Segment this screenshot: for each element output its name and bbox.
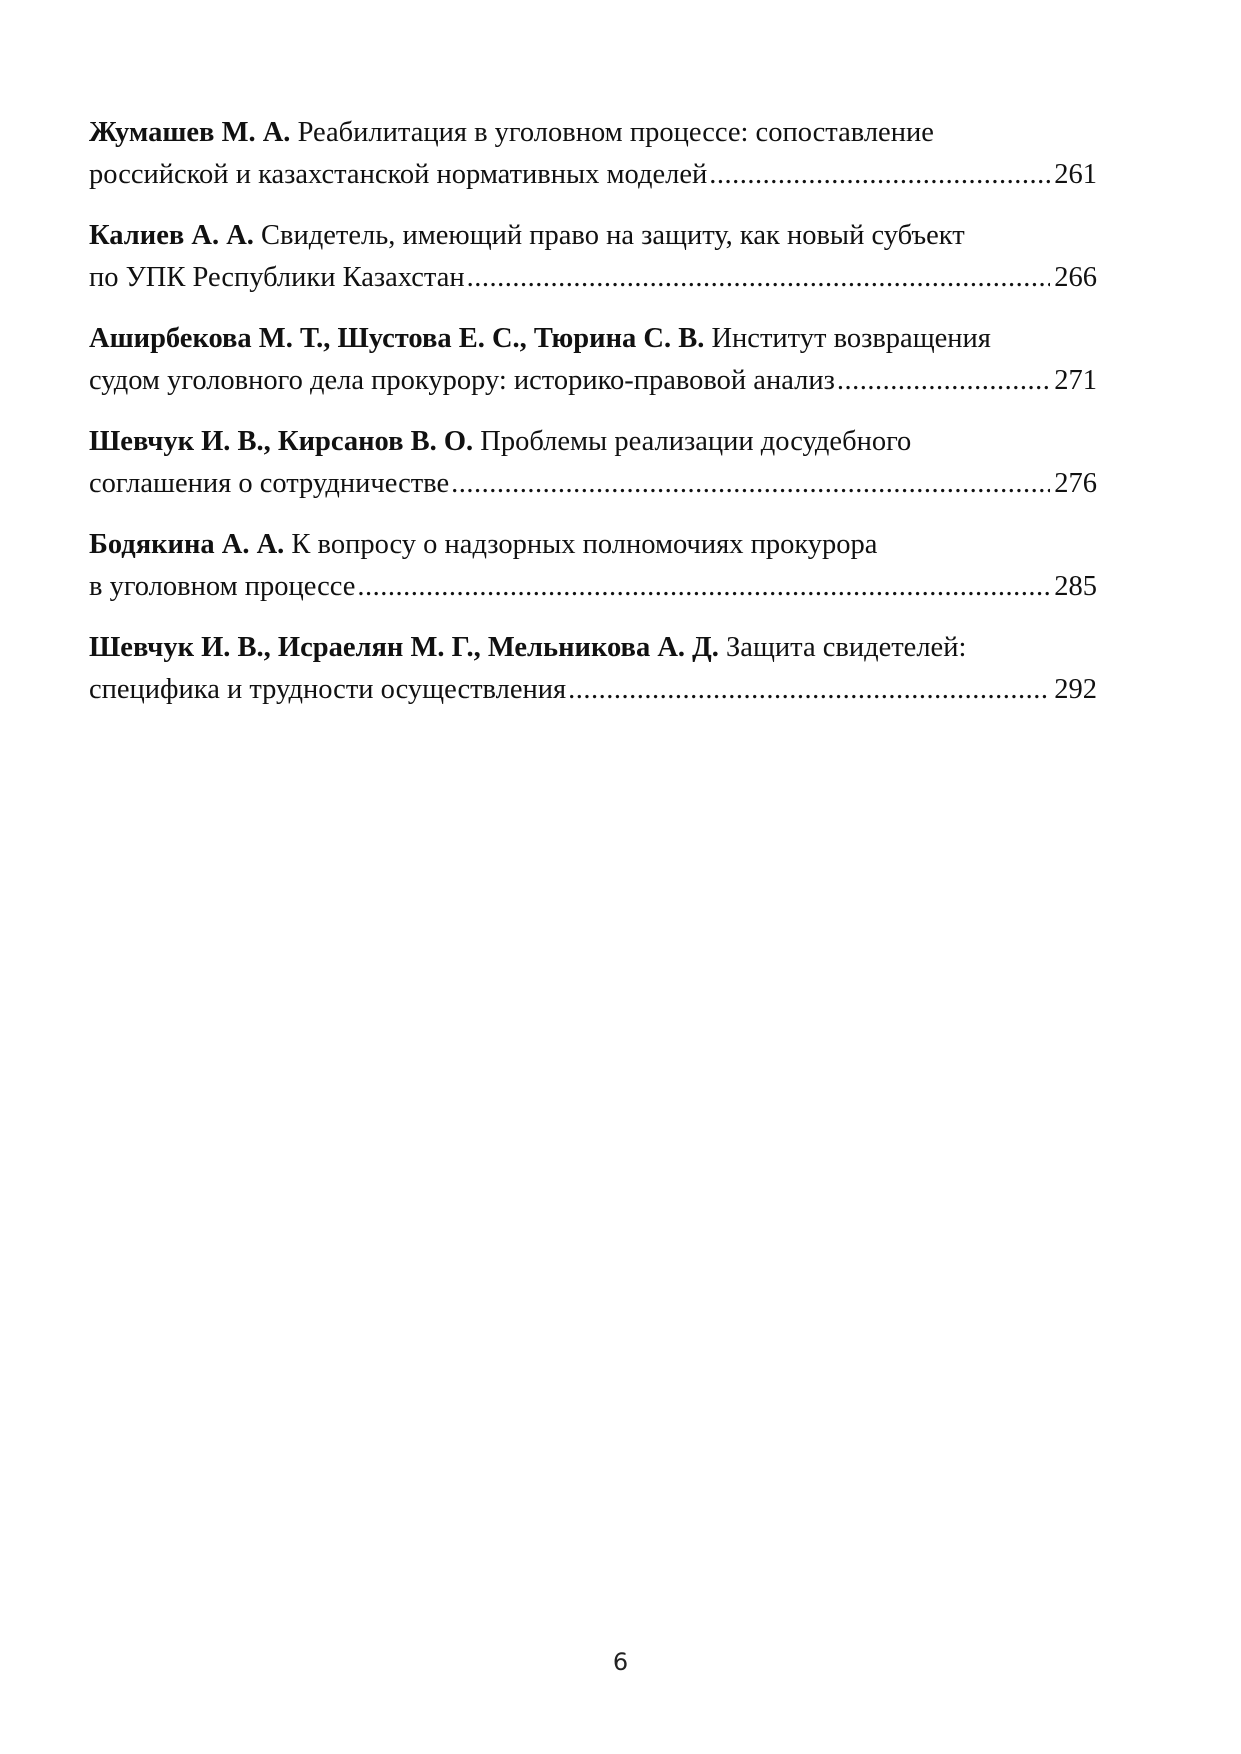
toc-entry-authors: Калиев А. А.: [89, 220, 254, 251]
toc-entry-first-line: [89, 524, 1097, 566]
toc-entry-title-first: Свидетель, имеющий право на защиту, как новый субъект: [261, 220, 965, 251]
toc-entry-title-second: в уголовном процессе: [89, 571, 356, 602]
toc-entry-page: 292: [1054, 674, 1097, 705]
toc-entry: [89, 318, 1097, 402]
toc-entry: [89, 524, 1097, 608]
toc-entry-last-line: [89, 360, 1097, 402]
toc-entry-title-second: специфика и трудности осуществления: [89, 674, 567, 705]
toc-entry-last-line: [89, 463, 1097, 505]
toc-entry: [89, 112, 1097, 196]
dot-leader: [709, 154, 1050, 196]
toc-entry-first-line: [89, 112, 1097, 154]
toc-entry-first-line: [89, 318, 1097, 360]
toc-entry-page: 285: [1054, 571, 1097, 602]
toc-entry: [89, 421, 1097, 505]
toc-entry-last-line: [89, 257, 1097, 299]
toc-entry: [89, 215, 1097, 299]
toc-entry-authors: Аширбекова М. Т., Шустова Е. С., Тюрина С. В.: [89, 323, 705, 354]
dot-leader: [837, 360, 1050, 402]
dot-leader: [568, 669, 1050, 711]
toc-entry-page: 276: [1054, 468, 1097, 499]
toc-entry-title-first: К вопросу о надзорных полномочиях прокурора: [291, 529, 878, 560]
toc-entry-title-first: Реабилитация в уголовном процессе: сопоставление: [297, 117, 934, 148]
dot-leader: [451, 463, 1050, 505]
toc-entry-authors: Шевчук И. В., Исраелян М. Г., Мельникова А. Д.: [89, 632, 719, 663]
toc-entry-first-line: [89, 421, 1097, 463]
toc-entry-first-line: [89, 627, 1097, 669]
toc-entry-authors: Жумашев М. А.: [89, 117, 291, 148]
table-of-contents: [89, 112, 1097, 730]
toc-entry-authors: Шевчук И. В., Кирсанов В. О.: [89, 426, 474, 457]
dot-leader: [357, 566, 1050, 608]
toc-entry-first-line: [89, 215, 1097, 257]
toc-entry-page: 266: [1054, 262, 1097, 293]
dot-leader: [467, 257, 1051, 299]
toc-entry-title-first: Институт возвращения: [711, 323, 991, 354]
toc-entry-page: 261: [1054, 159, 1097, 190]
toc-entry-title-second: судом уголовного дела прокурору: историко-правовой анализ: [89, 365, 835, 396]
toc-entry-title-second: российской и казахстанской нормативных моделей: [89, 159, 708, 190]
toc-entry-last-line: [89, 154, 1097, 196]
toc-entry-last-line: [89, 566, 1097, 608]
toc-entry: [89, 627, 1097, 711]
page-number: 6: [612, 1648, 629, 1676]
toc-entry-authors: Бодякина А. А.: [89, 529, 285, 560]
toc-entry-title-second: соглашения о сотрудничестве: [89, 468, 450, 499]
toc-entry-last-line: [89, 669, 1097, 711]
toc-entry-title-first: Проблемы реализации досудебного: [480, 426, 912, 457]
toc-entry-page: 271: [1054, 365, 1097, 396]
toc-entry-title-second: по УПК Республики Казахстан: [89, 262, 465, 293]
toc-entry-title-first: Защита свидетелей:: [726, 632, 967, 663]
